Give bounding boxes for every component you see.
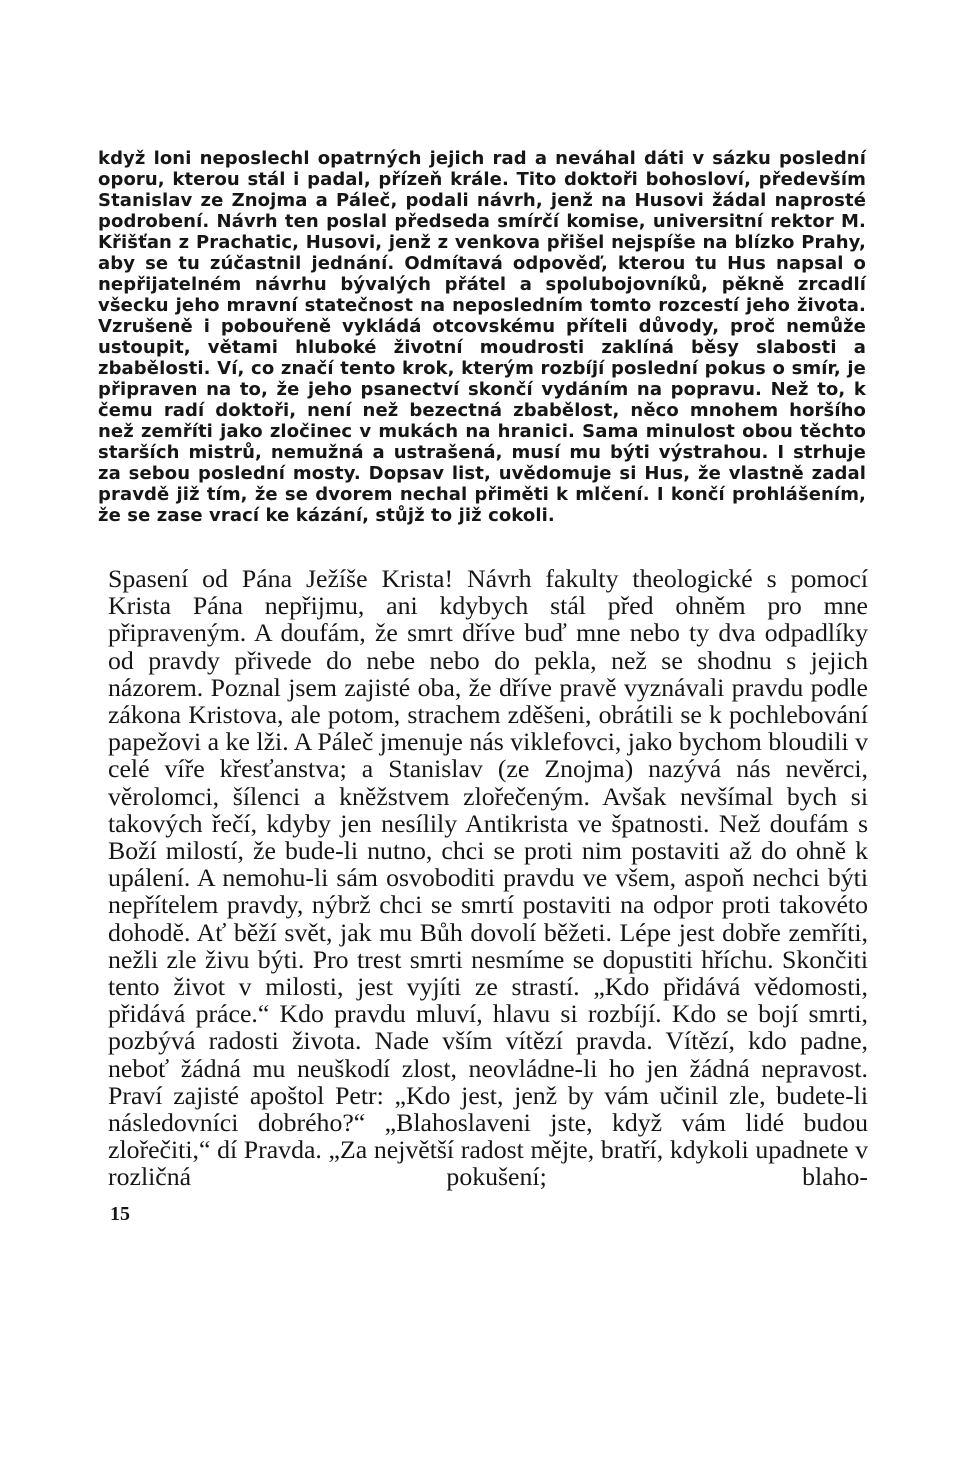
page-number: 15 — [110, 1203, 130, 1225]
letter-quotation-paragraph: Spasení od Pána Ježíše Krista! Návrh fakulty theologické s pomocí Krista Pána nepřijmu, ani kdybych stál před ohněm pro mne připraveným. A doufám, že smrt dříve buď mne nebo ty dva odpadlíky od pravdy přivede do nebe nebo do pekla, než se shodnu s jejich názorem. Poznal jsem zajisté oba, že dříve pravě vyznávali pravdu podle zákona Kristova, ale potom, strachem zděšeni, obrátili se k pochlebování papežovi a ke lži. A Páleč jmenuje nás viklefovci, jako bychom bloudili v celé víře křesťanstva; a Stanislav (ze Znojma) nazývá nás nevěrci, věrolomci, šílenci a kněžstvem zlořečeným. Avšak nevšímal bych si takových řečí, kdyby jen nesílily Antikrista ve špatnosti. Než doufám s Boží milostí, že bude-li nutno, chci se proti nim postaviti až do ohně k upálení. A nemohu-li sám osvoboditi pravdu ve všem, aspoň nechci býti nepřítelem pravdy, nýbrž chci se smrtí postaviti na odpor proti takovéto dohodě. Ať běží svět, jak mu Bůh dovolí běžeti. Lépe jest dobře zemříti, nežli zle živu býti. Pro trest smrti nesmíme se dopustiti hříchu. Skončiti tento život v milosti, jest vyjíti ze strastí. „Kdo přidává vědomosti, přidává práce.“ Kdo pravdu mluví, hlavu si rozbíjí. Kdo se bojí smrti, pozbývá radosti života. Nade vším vítězí pravda. Vítězí, kdo padne, neboť žádná mu neuškodí zlost, neovládne-li ho jen žádná nepravost. Praví zajisté apoštol Petr: „Kdo jest, jenž by vám učinil zle, budete-li následovníci dobrého?“ „Blahoslaveni jste, když vám lidé budou zlořečiti,“ dí Pravda. „Za největší radost mějte, bratří, kdykoli upadnete v rozličná pokušení; blaho- — [108, 564, 868, 1192]
commentary-paragraph: když loni neposlechl opatrných jejich rad a neváhal dáti v sázku poslední oporu, kterou stál i padal, přízeň krále. Tito doktoři bohosloví, především Stanislav ze Znojma a Páleč, podali návrh, jenž na Husovi žádal naprosté podrobení. Návrh ten poslal předseda smírčí komise, universitní rektor M. Křišťan z Prachatic, Husovi, jenž z venkova přišel nejspíše na blízko Prahy, aby se tu zúčastnil jednání. Odmítavá odpověď, kterou tu Hus napsal o nepřijatelném návrhu bývalých přátel a spolubojovníků, pěkně zrcadlí všecku jeho mravní statečnost na neposledním tomto rozcestí jeho života. Vzrušeně i pobouřeně vykládá otcovskému příteli důvody, proč nemůže ustoupit, větami hluboké životní moudrosti zaklíná běsy slabosti a zbabělosti. Ví, co značí tento krok, kterým rozbíjí poslední pokus o smír, je připraven na to, že jeho psanectví skončí vydáním na popravu. Než to, k čemu radí doktoři, není než bezectná zbabělost, něco mnohem horšího než zemříti jako zločinec v mukách na hranici. Sama minulost obou těchto starších mistrů, nemužná a ustrašená, musí mu býti výstrahou. I strhuje za sebou poslední mosty. Dopsav list, uvědomuje si Hus, že vlastně zadal pravdě již tím, že se dvorem nechal přiměti k mlčení. I končí prohlášením, že se zase vrací ke kázání, stůjž to již cokoli. — [98, 148, 866, 526]
